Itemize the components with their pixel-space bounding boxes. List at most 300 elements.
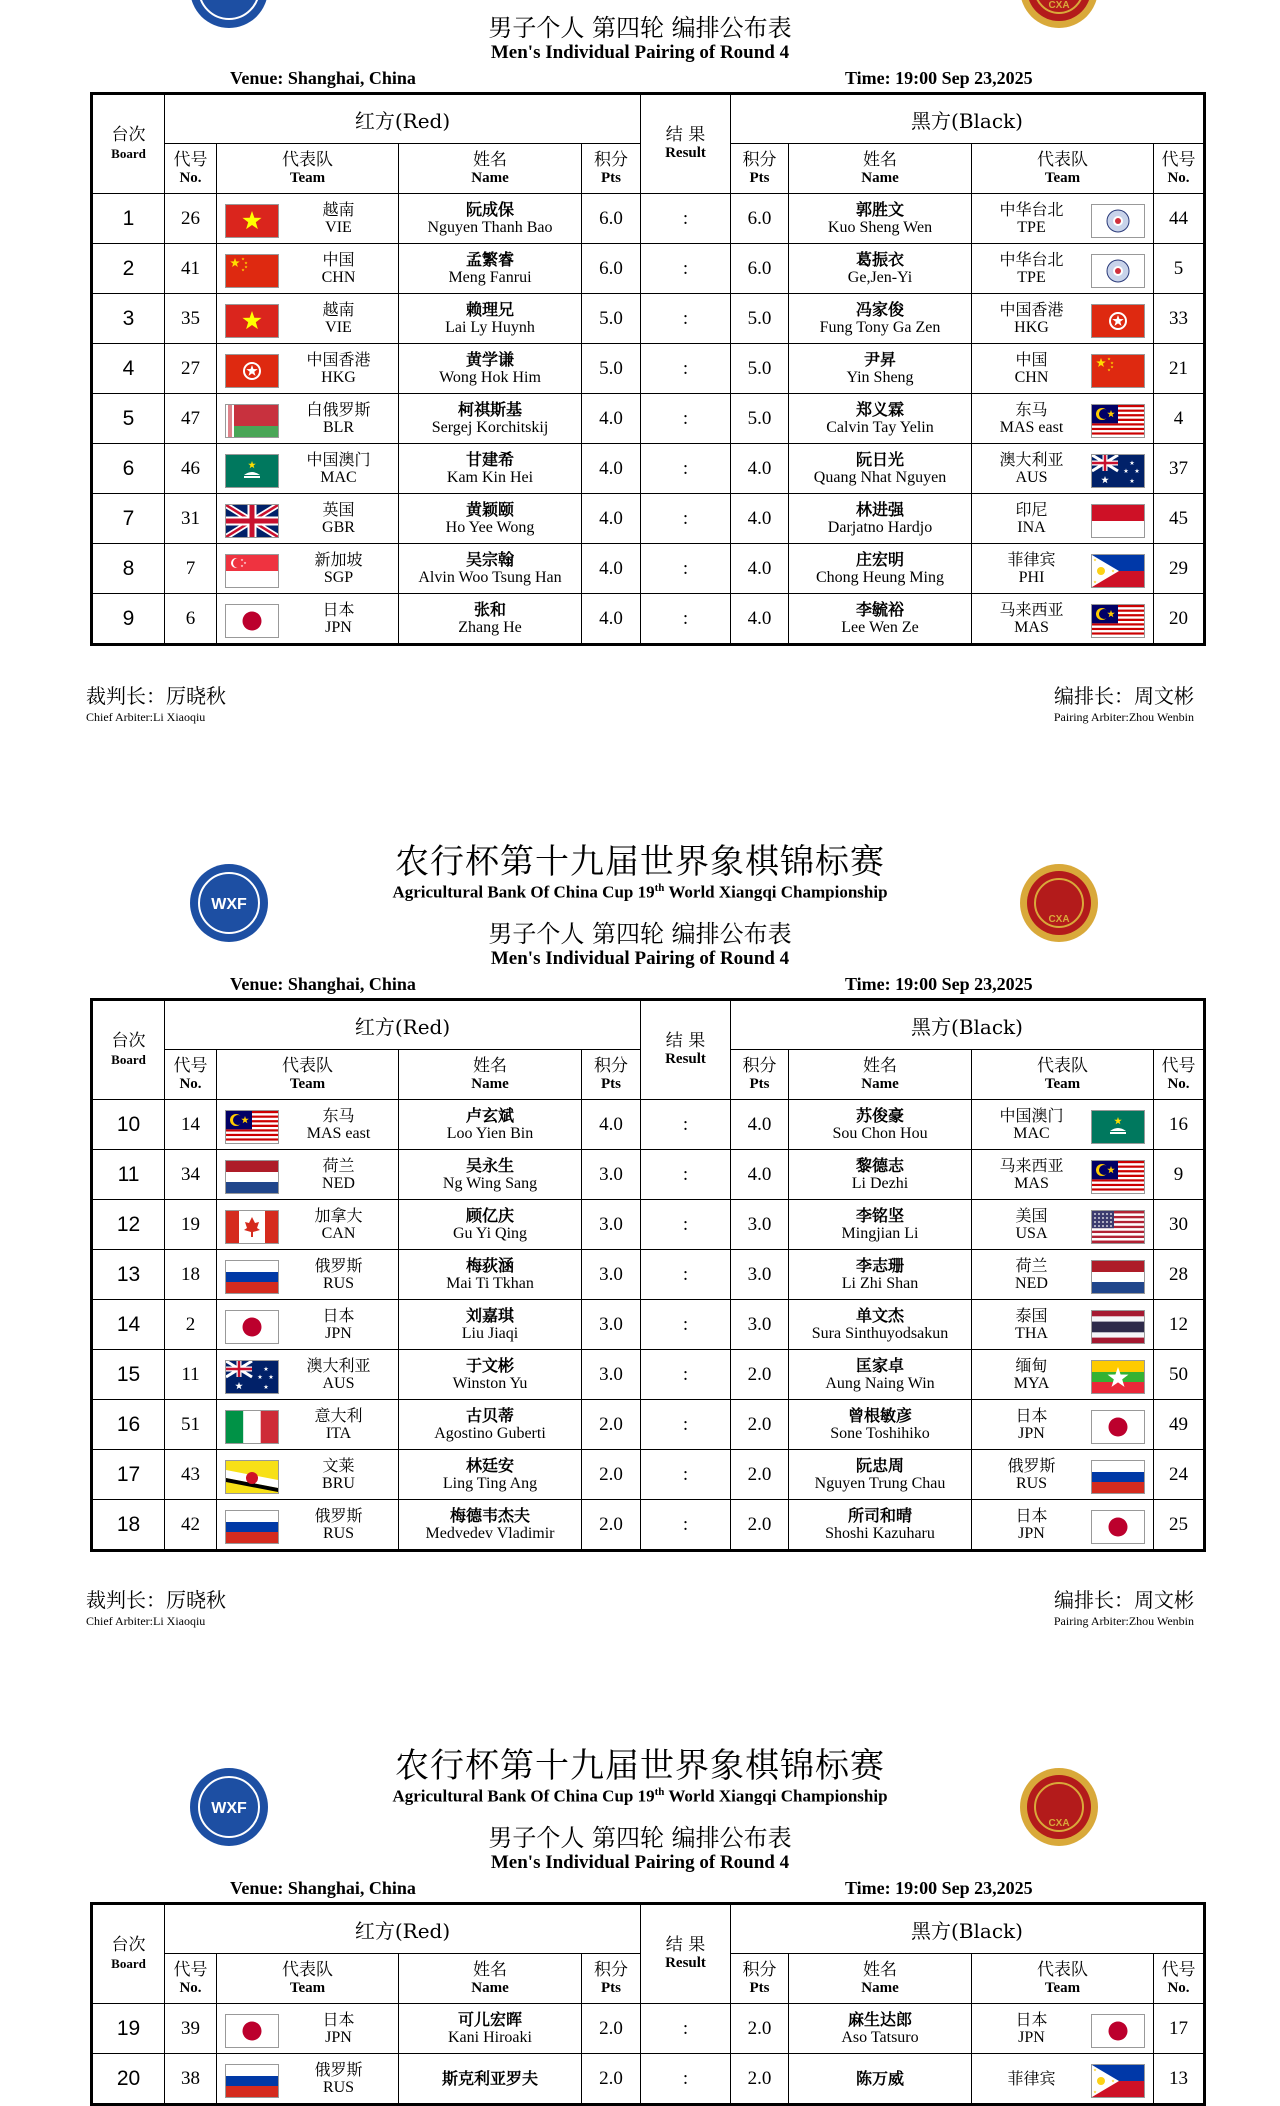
black-name-cell [789,1200,972,1250]
table-row [92,1500,1205,1551]
black-name-header [789,1050,972,1100]
result: : [641,394,731,444]
black-player-no: 37 [1154,444,1205,494]
black-name-cell [789,1500,972,1551]
chief-arbiter-cn: 裁判长：厉晓秋 [86,1588,226,1612]
board-number: 15 [92,1350,165,1400]
red-team-cn: 加拿大 [314,1205,363,1225]
red-player-no: 42 [165,1500,217,1551]
red-team-en: RUS [322,2078,355,2096]
black-team-cell [972,494,1154,544]
red-team-cell [217,1500,399,1551]
board-header-en: Board [111,1956,146,1971]
black-team-header-en: Team [1044,1075,1081,1092]
red-team-cn: 意大利 [314,1405,363,1425]
pairing-arbiter-en: Pairing Arbiter:Zhou Wenbin [1053,710,1194,724]
result: : [641,1400,731,1450]
red-name-cell [399,394,582,444]
red-side-header: 红方(Red) [165,1904,641,1954]
red-player-no: 11 [165,1350,217,1400]
red-name-header-cn: 姓名 [473,1959,507,1980]
red-flag-jp-icon [225,2014,279,2048]
result: : [641,2054,731,2105]
red-team-header-en: Team [289,169,326,186]
title-cn: 农行杯第十九届世界象棋锦标赛 [395,1746,885,1786]
black-flag-au-icon [1091,454,1145,488]
table-row [92,594,1205,645]
table-row [92,244,1205,294]
red-flag-jp-icon [225,604,279,638]
black-team-cn: 日本 [1015,1405,1048,1425]
red-team-en: RUS [322,1524,355,1542]
black-pts: 2.0 [731,1350,789,1400]
title-en-sup: th [654,882,665,894]
venue: Venue: Shanghai, China [230,68,416,88]
black-team-cell [972,444,1154,494]
black-pts: 3.0 [731,1250,789,1300]
black-pts: 4.0 [731,544,789,594]
red-team-cn: 越南 [322,299,355,319]
black-no-header-en: No. [1167,169,1190,186]
black-player-no: 5 [1154,244,1205,294]
red-team-cn: 中国 [322,249,355,269]
black-team-cell [972,1350,1154,1400]
red-pts: 3.0 [582,1200,641,1250]
black-team-cell [972,1300,1154,1350]
red-name-en: Loo Yien Bin [446,1124,534,1142]
black-name-cell [789,1100,972,1150]
black-flag-my-icon [1091,604,1145,638]
pairing-arbiter-cn: 编排长：周文彬 [1054,1588,1194,1612]
red-team-cell [217,444,399,494]
black-pts: 5.0 [731,394,789,444]
wxf-logo-text: WXF [211,896,247,913]
red-pts: 5.0 [582,344,641,394]
red-team-cn: 荷兰 [322,1155,355,1175]
black-pts: 4.0 [731,1150,789,1200]
red-pts: 4.0 [582,544,641,594]
result: : [641,1350,731,1400]
black-team-en: RUS [1015,1474,1048,1492]
black-name-cn: 匡家卓 [855,1355,904,1375]
black-team-header [972,1954,1154,2004]
red-name-cn: 甘建希 [465,449,514,469]
table-row [92,344,1205,394]
black-team-en: USA [1015,1224,1048,1242]
red-name-cn: 卢玄斌 [465,1105,514,1125]
result: : [641,1500,731,1551]
black-team-en: PHI [1018,568,1045,586]
red-name-en: Wong Hok Him [439,368,541,386]
red-flag-jp-icon [225,1310,279,1344]
result: : [641,194,731,244]
subtitle-cn: 男子个人 第四轮 编排公布表 [488,14,792,42]
red-flag-gb-icon [225,504,279,538]
red-player-no: 14 [165,1100,217,1150]
red-name-en: Ng Wing Sang [442,1174,538,1192]
red-pts: 5.0 [582,294,641,344]
result: : [641,2004,731,2054]
red-player-no: 38 [165,2054,217,2105]
black-name-en: Quang Nhat Nguyen [813,468,947,486]
red-team-en: MAC [320,468,357,486]
red-name-header-en: Name [471,1075,509,1092]
black-team-header [972,144,1154,194]
black-team-cn: 中国香港 [999,299,1064,319]
red-team-cn: 白俄罗斯 [306,399,371,419]
black-team-cn: 马来西亚 [999,599,1064,619]
board-header-cn: 台次 [111,125,146,145]
board-header-en: Board [111,1052,146,1067]
red-team-en: JPN [325,618,352,636]
red-pts-header-cn: 积分 [594,1055,628,1076]
pairing-table [90,92,1206,646]
black-team-header-cn: 代表队 [1037,1055,1088,1076]
red-name-cn: 阮成保 [465,199,514,219]
red-flag-my-icon [225,1110,279,1144]
table-row [92,494,1205,544]
red-name-cn: 于文彬 [465,1355,514,1375]
black-no-header-en: No. [1167,1075,1190,1092]
red-team-header-cn: 代表队 [282,1959,333,1980]
black-player-no: 25 [1154,1500,1205,1551]
red-team-en: VIE [325,318,352,336]
red-team-cell [217,2004,399,2054]
red-name-cell [399,1100,582,1150]
red-team-header [217,1050,399,1100]
black-player-no: 24 [1154,1450,1205,1500]
board-number: 19 [92,2004,165,2054]
black-team-cell [972,1100,1154,1150]
red-team-cell [217,1450,399,1500]
black-player-no: 29 [1154,544,1205,594]
title-en-main: Agricultural Bank Of China Cup 19 [392,882,655,902]
red-team-cn: 英国 [322,499,355,519]
red-pts-header-cn: 积分 [594,149,628,170]
red-player-no: 34 [165,1150,217,1200]
black-no-header-cn: 代号 [1161,1055,1196,1076]
red-flag-nl-icon [225,1160,279,1194]
black-pts-header [731,144,789,194]
red-name-cell [399,1150,582,1200]
black-flag-jp-icon [1091,1410,1145,1444]
pairing-arbiter-cn: 编排长：周文彬 [1054,684,1194,708]
red-no-header [165,1050,217,1100]
red-no-header-en: No. [179,1979,202,1996]
red-pts-header [582,1954,641,2004]
black-pts: 6.0 [731,244,789,294]
red-name-en: Kani Hiroaki [448,2028,532,2046]
red-name-cell [399,2054,582,2105]
black-no-header [1154,144,1205,194]
result: : [641,1150,731,1200]
black-name-cell [789,1350,972,1400]
result: : [641,444,731,494]
board-number: 9 [92,594,165,645]
red-team-cell [217,1150,399,1200]
black-flag-tpe-icon [1091,254,1145,288]
red-team-cell [217,244,399,294]
red-team-cn: 日本 [322,1305,355,1325]
red-pts: 6.0 [582,194,641,244]
black-team-cn: 中国澳门 [999,1105,1064,1125]
black-name-en: Calvin Tay Yelin [826,418,934,436]
black-name-en: Darjatno Hardjo [827,518,933,536]
red-pts: 2.0 [582,2004,641,2054]
black-team-en: MYA [1013,1374,1050,1392]
venue: Venue: Shanghai, China [230,974,416,994]
pairing-table [90,998,1206,1552]
red-team-cell [217,2054,399,2105]
red-name-en: Nguyen Thanh Bao [427,218,553,236]
result: : [641,1250,731,1300]
red-flag-vn-icon [225,204,279,238]
red-team-en: BLR [322,418,355,436]
red-team-cell [217,1350,399,1400]
red-name-cn: 刘嘉琪 [465,1305,514,1325]
black-name-en: Kuo Sheng Wen [827,218,933,236]
red-team-cn: 日本 [322,2009,355,2029]
board-header [92,1000,165,1100]
black-team-cell [972,194,1154,244]
red-name-en: Meng Fanrui [448,268,532,286]
time: Time: 19:00 Sep 23,2025 [845,1878,1033,1898]
red-name-cn: 柯祺斯基 [457,399,522,419]
red-no-header-en: No. [179,1075,202,1092]
board-number: 5 [92,394,165,444]
black-name-header-en: Name [861,169,899,186]
black-no-header [1154,1050,1205,1100]
table-row [92,2054,1205,2105]
black-flag-ph-icon [1091,554,1145,588]
red-team-cell [217,1300,399,1350]
board-header [92,94,165,194]
black-name-en: Aung Naing Win [825,1374,935,1392]
red-name-en: Ho Yee Wong [445,518,535,536]
black-pts: 4.0 [731,444,789,494]
subtitle-cn: 男子个人 第四轮 编排公布表 [488,1824,792,1852]
red-pts: 4.0 [582,1100,641,1150]
black-pts-header-cn: 积分 [742,1055,777,1076]
red-team-cn: 中国澳门 [306,449,371,469]
red-team-cn: 越南 [322,199,355,219]
black-name-cell [789,344,972,394]
board-number: 20 [92,2054,165,2105]
title-en-rest: World Xiangqi Championship [664,1786,888,1806]
red-pts: 2.0 [582,1500,641,1551]
black-team-cell [972,1250,1154,1300]
red-team-en: VIE [325,218,352,236]
red-player-no: 6 [165,594,217,645]
black-flag-jp-icon [1091,1510,1145,1544]
red-name-en: Alvin Woo Tsung Han [418,568,562,586]
red-name-header-en: Name [471,1979,509,1996]
black-name-cell [789,2004,972,2054]
pairing-arbiter-en: Pairing Arbiter:Zhou Wenbin [1053,1614,1194,1628]
black-flag-ru-icon [1091,1460,1145,1494]
red-team-header-cn: 代表队 [282,1055,333,1076]
board-number: 10 [92,1100,165,1150]
red-player-no: 39 [165,2004,217,2054]
red-flag-hk-icon [225,354,279,388]
red-side-header: 红方(Red) [165,1000,641,1050]
black-pts-header-cn: 积分 [742,149,777,170]
red-team-cn: 俄罗斯 [314,2059,363,2079]
black-name-cell [789,394,972,444]
black-name-en: Shoshi Kazuharu [825,1524,935,1542]
black-name-header-en: Name [861,1075,899,1092]
red-team-en: JPN [325,1324,352,1342]
red-no-header-cn: 代号 [173,1959,208,1980]
black-team-cell [972,1500,1154,1551]
black-team-cell [972,394,1154,444]
red-player-no: 27 [165,344,217,394]
black-flag-th-icon [1091,1310,1145,1344]
wxf-logo-text: WXF [211,1800,247,1817]
red-name-cn: 吴永生 [465,1155,514,1175]
black-team-header [972,1050,1154,1100]
black-team-en: NED [1015,1274,1048,1292]
red-name-cn: 林廷安 [465,1455,514,1475]
red-name-cell [399,1200,582,1250]
time: Time: 19:00 Sep 23,2025 [845,68,1033,88]
board-number: 11 [92,1150,165,1200]
board-number: 12 [92,1200,165,1250]
black-team-cn: 澳大利亚 [999,449,1064,469]
black-name-en: Sone Toshihiko [830,1424,930,1442]
black-player-no: 49 [1154,1400,1205,1450]
cxa-logo-text: CXA [1048,1818,1070,1829]
black-name-header [789,1954,972,2004]
red-pts: 3.0 [582,1150,641,1200]
black-name-header-en: Name [861,1979,899,1996]
red-name-en: Liu Jiaqi [461,1324,519,1342]
red-flag-mo-icon [225,454,279,488]
black-flag-id-icon [1091,504,1145,538]
black-no-header-cn: 代号 [1161,1959,1196,1980]
red-name-cell [399,244,582,294]
black-team-header-en: Team [1044,169,1081,186]
board-number: 4 [92,344,165,394]
table-row [92,444,1205,494]
red-team-header-en: Team [289,1075,326,1092]
red-name-header-cn: 姓名 [473,1055,507,1076]
result-header-en: Result [665,1051,706,1067]
table-row [92,544,1205,594]
red-team-en: ITA [325,1424,352,1442]
black-name-cn: 李毓裕 [855,599,904,619]
black-flag-tpe-icon [1091,204,1145,238]
result: : [641,594,731,645]
board-number: 3 [92,294,165,344]
red-no-header [165,1954,217,2004]
table-row [92,1100,1205,1150]
black-team-cn: 东马 [1015,399,1048,419]
result: : [641,1200,731,1250]
black-name-en: Li Zhi Shan [841,1274,919,1292]
red-no-header-cn: 代号 [173,1055,208,1076]
black-pts: 4.0 [731,594,789,645]
red-name-cell [399,544,582,594]
red-flag-vn-icon [225,304,279,338]
red-pts-header [582,1050,641,1100]
black-team-cn: 菲律宾 [1007,2068,1056,2088]
red-pts: 3.0 [582,1300,641,1350]
black-pts: 3.0 [731,1200,789,1250]
red-name-en: Sergej Korchitskij [431,418,549,436]
table-row [92,1350,1205,1400]
subtitle-en: Men's Individual Pairing of Round 4 [490,948,790,969]
black-player-no: 30 [1154,1200,1205,1250]
cxa-logo-text: CXA [1048,0,1070,11]
black-team-cn: 日本 [1015,2009,1048,2029]
subtitle-en: Men's Individual Pairing of Round 4 [490,1852,790,1873]
red-flag-ru-icon [225,1510,279,1544]
black-pts-header-cn: 积分 [742,1959,777,1980]
board-header-cn: 台次 [111,1031,146,1051]
result-header [641,1904,731,2004]
table-row [92,1300,1205,1350]
black-team-cn: 中华台北 [999,249,1064,269]
black-player-no: 50 [1154,1350,1205,1400]
black-team-cell [972,344,1154,394]
red-name-cell [399,1400,582,1450]
black-team-cn: 日本 [1015,1505,1048,1525]
black-name-cell [789,1450,972,1500]
table-row [92,1150,1205,1200]
black-team-header-en: Team [1044,1979,1081,1996]
black-side-header: 黑方(Black) [731,1904,1205,1954]
red-no-header-cn: 代号 [173,149,208,170]
board-number: 2 [92,244,165,294]
black-team-en: INA [1017,518,1046,536]
black-team-en: CHN [1014,368,1049,386]
venue: Venue: Shanghai, China [230,1878,416,1898]
black-name-header [789,144,972,194]
red-player-no: 18 [165,1250,217,1300]
red-team-en: MAS east [306,1124,371,1142]
red-player-no: 41 [165,244,217,294]
result-header-en: Result [665,1955,706,1971]
black-team-cell [972,544,1154,594]
chief-arbiter-cn: 裁判长：厉晓秋 [86,684,226,708]
black-name-en: Chong Heung Ming [816,568,944,586]
black-name-cell [789,544,972,594]
black-team-cn: 马来西亚 [999,1155,1064,1175]
red-team-cell [217,1200,399,1250]
black-side-header: 黑方(Black) [731,94,1205,144]
board-number: 13 [92,1250,165,1300]
black-team-cell [972,1150,1154,1200]
black-name-cell [789,2054,972,2105]
red-name-cell [399,444,582,494]
subtitle-en: Men's Individual Pairing of Round 4 [490,42,790,63]
board-number: 7 [92,494,165,544]
table-row [92,394,1205,444]
red-team-cell [217,1400,399,1450]
red-name-header [399,1954,582,2004]
black-pts: 5.0 [731,294,789,344]
red-flag-sg-icon [225,554,279,588]
red-player-no: 31 [165,494,217,544]
black-flag-my-icon [1091,404,1145,438]
black-flag-cn-icon [1091,354,1145,388]
black-team-en: JPN [1018,2028,1045,2046]
black-pts: 4.0 [731,494,789,544]
red-flag-ru-icon [225,1260,279,1294]
red-team-header-cn: 代表队 [282,149,333,170]
title-en-sup: th [654,1786,665,1798]
